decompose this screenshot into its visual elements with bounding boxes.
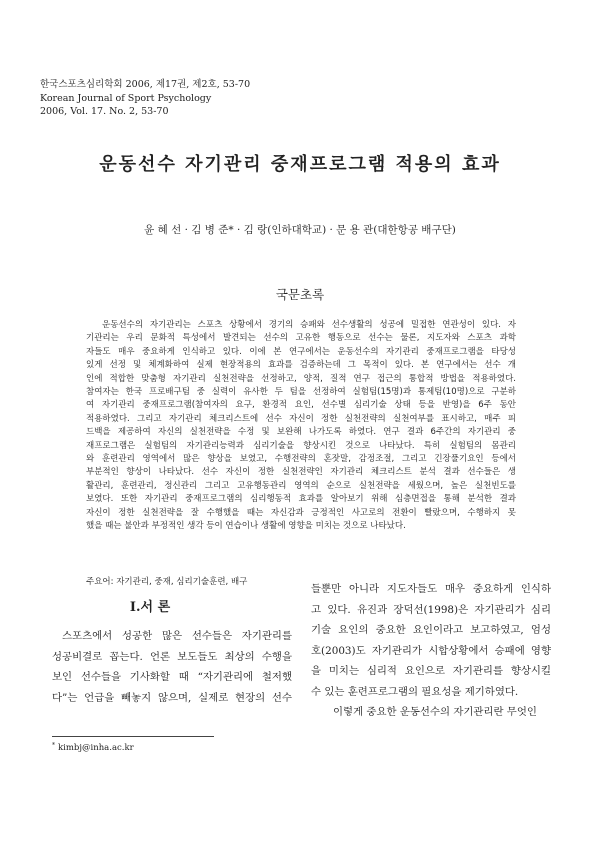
journal-line-volume: 2006, Vol. 17. No. 2, 53-70	[40, 106, 169, 117]
journal-line-korean: 한국스포츠심리학회 2006, 제17권, 제2호, 53-70	[40, 79, 251, 90]
abstract-line: 인에 적합한 맞춤형 자기관리 실천전략을 선정하고, 양적, 질적 연구 접근의 통합적 방법을 적용하였다.	[86, 373, 516, 384]
footnote-marker: *	[52, 742, 55, 749]
abstract-line: 기관리는 우리 문화적 특성에서 발견되는 선수의 고유한 행동으로 선수는 물론, 지도자와 스포츠 과학	[86, 333, 516, 344]
body-line: 성공비결로 꼽는다. 언론 보도들도 최상의 수행을	[52, 650, 292, 663]
paper-title: 운동선수 자기관리 중재프로그램 적용의 효과	[99, 154, 501, 175]
abstract-line: 보였다. 또한 자기관리 중재프로그램의 심리행동적 효과를 알아보기 위해 심층면접을 통해 분석한 결과	[86, 494, 516, 505]
journal-citation	[40, 78, 250, 119]
body-line: 들뿐만 아니라 지도자들도 매우 중요하게 인식하	[311, 583, 551, 595]
body-line: 고 있다. 유진과 장덕선(1998)은 자기관리가 심리	[311, 603, 551, 616]
abstract-line: 했을 때는 불안과 부정적인 생각 등이 연습이나 생활에 영향을 미치는 것으로 나타났다.	[86, 521, 406, 532]
abstract-line: 참여자는 한국 프로배구팀 중 실력이 유사한 두 팀을 선정하여 실험팀(15명)과 통제팀(10명)으로 구분하	[86, 387, 516, 398]
abstract-heading: 국문초록	[275, 287, 325, 302]
abstract-line: 자신이 정한 실천전략을 잘 수행했을 때는 자신감과 긍정적인 사고로의 전환이 빨랐으며, 수행하지 못	[86, 507, 516, 518]
abstract-line: 있게 선정 및 체계화하여 실제 현장적용의 효과를 검증하는데 그 목적이 있다. 본 연구에서는 선수 개	[86, 360, 516, 371]
abstract-body	[86, 319, 516, 534]
abstract-line: 와 훈련관리 영역에서 많은 향상을 보였고, 수행전략의 혼잣말, 감정조절, 그리고 긴장풀기요인 등에서	[86, 454, 516, 465]
body-line: 을 미치는 심리적 요인으로 자기관리를 향상시킬	[311, 665, 551, 677]
body-line: 스포츠에서 성공한 많은 선수들은 자기관리를	[62, 630, 292, 642]
body-line: 호(2003)도 자기관리가 시합상황에서 승패에 영향	[311, 644, 551, 657]
body-line: 기술 요인의 중요한 요인이라고 보고하였고, 엄성	[311, 624, 551, 636]
abstract-line: 활관리, 훈련관리, 정신관리 그리고 고유행동관리 영역의 순으로 실천전략을 세웠으며, 높은 실천빈도를	[86, 480, 516, 491]
abstract-line: 여 자기관리 중재프로그램(참여자의 요구, 환경적 요인, 선수별 심리기술 상태 등을 반영)을 6주 동안	[86, 400, 516, 411]
section-heading-introduction: Ⅰ.서 론	[129, 600, 171, 615]
footnote-divider	[52, 736, 214, 737]
abstract-line: 드백을 제공하여 자신의 실천전략을 수정 및 보완해 나가도록 하였다. 연구 결과 6주간의 자기관리 중	[86, 427, 516, 438]
abstract-line: 부분적인 향상이 나타났다. 선수 자신이 정한 실천전략인 자기관리 체크리스트 분석 결과 선수들은 생	[86, 467, 516, 478]
author-list: 윤 혜 선 · 김 병 준* · 김 랑(인하대학교) · 문 용 관(대한항공 배구단)	[144, 224, 456, 236]
body-line: 이렇게 중요한 운동선수의 자기관리란 무엇인	[333, 706, 537, 718]
journal-line-english: Korean Journal of Sport Psychology	[40, 92, 212, 104]
footnote-email	[52, 742, 134, 753]
body-line: 다”는 언급을 빼놓지 않으며, 실제로 현장의 선수	[52, 691, 292, 704]
body-column-right	[311, 579, 551, 723]
body-line: 수 있는 훈련프로그램의 필요성을 제기하였다.	[311, 685, 519, 698]
abstract-line: 재프로그램은 실험팀의 자기관리능력과 심리기술을 향상시킨 것으로 나타났다. 특히 실험팀의 몸관리	[86, 440, 516, 451]
abstract-line: 적용하였다. 그리고 자기관리 체크리스트에 선수 자신이 정한 실천전략의 실천여부를 표시하고, 매주 피	[86, 413, 516, 424]
abstract-line: 운동선수의 자기관리는 스포츠 상황에서 경기의 승패와 선수생활의 성공에 밀접한 연관성이 있다. 자	[102, 320, 516, 330]
footnote-text: kimbj@inha.ac.kr	[58, 743, 134, 753]
body-line: 보인 선수들을 기사화할 때 “자기관리에 철저했	[52, 671, 292, 683]
abstract-line: 자들도 매우 중요하게 인식하고 있다. 이에 본 연구에서는 운동선수의 자기관리 중재프로그램을 타당성	[86, 346, 516, 357]
keywords: 주요어: 자기관리, 중재, 심리기술훈련, 배구	[86, 577, 248, 587]
body-column-left	[52, 626, 292, 708]
